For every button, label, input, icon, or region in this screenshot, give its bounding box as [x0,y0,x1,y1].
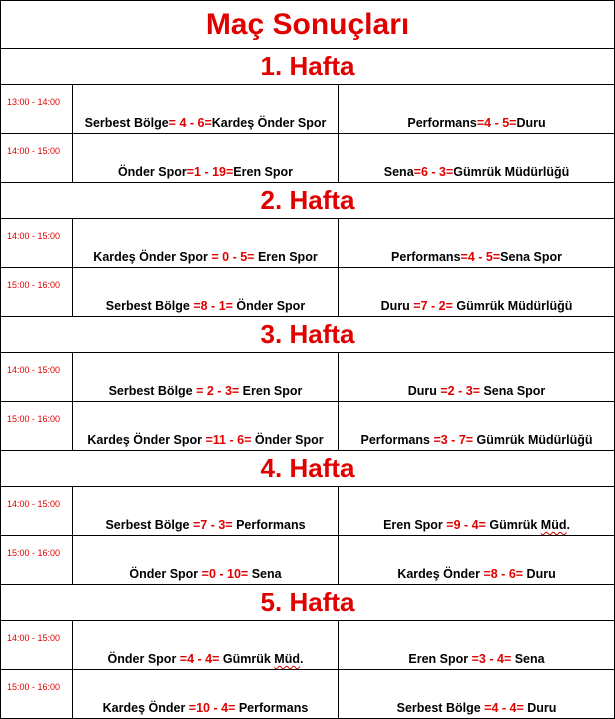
match-right [339,670,615,719]
away-team: Gümrük Müdürlüğü [453,165,570,179]
away-team: Gümrük Müd. [222,652,304,666]
match-row [1,536,615,585]
home-team: Önder Spor [117,165,187,179]
match-score: = 0 - 5= [207,250,258,264]
home-team: Önder Spor [129,567,199,581]
match-right [339,621,615,670]
away-team: Duru [516,116,546,130]
home-team: Kardeş Önder Spor [87,433,203,447]
away-team: Performans [238,701,309,715]
home-team: Duru [380,299,410,313]
home-team: Kardeş Önder [397,567,480,581]
time-slot: 15:00 - 16:00 [1,536,73,585]
match-left [73,621,339,670]
time-slot: 15:00 - 16:00 [1,670,73,719]
match-row [1,268,615,317]
match-score: =7 - 3= [189,518,237,532]
match-score: =9 - 4= [442,518,490,532]
time-slot: 14:00 - 15:00 [1,134,73,183]
match-score: =0 - 10= [198,567,252,581]
away-team: Önder Spor [236,299,306,313]
match-left [73,402,339,451]
match-right [339,85,615,134]
match-score: =8 - 6= [479,567,527,581]
match-score: =10 - 4= [185,701,239,715]
week-header-row [1,183,615,219]
home-team: Kardeş Önder [102,701,186,715]
match-score: =7 - 2= [409,299,457,313]
page-title: Maç Sonuçları [1,1,615,49]
match-left [73,219,339,268]
match-row [1,219,615,268]
away-team: Sena Spor [500,250,562,264]
match-left [73,134,339,183]
home-team: Sena [383,165,414,179]
match-score: = 2 - 3= [192,384,243,398]
time-slot: 14:00 - 15:00 [1,353,73,402]
match-right [339,536,615,585]
match-row [1,487,615,536]
week-title: 2. Hafta [1,183,615,219]
away-team: Kardeş Önder Spor [211,116,327,130]
match-left [73,536,339,585]
match-score: =8 - 1= [189,299,237,313]
match-left [73,85,339,134]
time-slot: 15:00 - 16:00 [1,268,73,317]
home-team: Performans [360,433,430,447]
away-team: Gümrük Müdürlüğü [456,299,573,313]
match-right [339,353,615,402]
match-score: =4 - 4= [480,701,528,715]
home-team: Serbest Bölge [105,299,190,313]
match-right [339,134,615,183]
home-team: Duru [407,384,437,398]
match-row [1,402,615,451]
week-header-row [1,317,615,353]
match-right [339,268,615,317]
match-score: =3 - 4= [468,652,515,666]
home-team: Önder Spor [107,652,177,666]
away-team: Performans [236,518,306,532]
away-team: Duru [527,701,557,715]
match-score: =11 - 6= [202,433,255,447]
time-slot: 14:00 - 15:00 [1,487,73,536]
time-slot: 13:00 - 14:00 [1,85,73,134]
match-score: = 4 - 6= [168,116,212,130]
home-team: Serbest Bölge [396,701,481,715]
time-slot: 15:00 - 16:00 [1,402,73,451]
match-score: =4 - 5= [460,250,501,264]
week-header-row [1,49,615,85]
match-score: =2 - 3= [436,384,484,398]
home-team: Eren Spor [408,652,469,666]
match-score: =6 - 3= [413,165,454,179]
match-row [1,353,615,402]
away-team: Önder Spor [254,433,324,447]
match-left [73,487,339,536]
match-right [339,219,615,268]
home-team: Kardeş Önder Spor [93,250,208,264]
week-title: 1. Hafta [1,49,615,85]
match-row [1,670,615,719]
away-team: Duru [526,567,556,581]
week-title: 3. Hafta [1,317,615,353]
match-left [73,670,339,719]
home-team: Serbest Bölge [105,518,190,532]
match-row [1,85,615,134]
week-header-row [1,451,615,487]
home-team: Performans [407,116,477,130]
away-team: Sena Spor [483,384,546,398]
home-team: Serbest Bölge [108,384,193,398]
home-team: Performans [391,250,461,264]
week-header-row [1,585,615,621]
match-score: =4 - 4= [176,652,223,666]
away-team: Eren Spor [242,384,303,398]
title-row [1,1,615,49]
time-slot: 14:00 - 15:00 [1,621,73,670]
away-team: Eren Spor [233,165,294,179]
week-title: 4. Hafta [1,451,615,487]
match-row [1,134,615,183]
match-left [73,268,339,317]
away-team: Eren Spor [257,250,318,264]
match-score: =1 - 19= [186,165,234,179]
match-score: =4 - 5= [476,116,517,130]
away-team: Gümrük Müd. [489,518,570,532]
match-right [339,487,615,536]
week-title: 5. Hafta [1,585,615,621]
away-team: Sena [251,567,282,581]
match-left [73,353,339,402]
time-slot: 14:00 - 15:00 [1,219,73,268]
match-right [339,402,615,451]
home-team: Eren Spor [383,518,443,532]
match-row [1,621,615,670]
home-team: Serbest Bölge [84,116,169,130]
match-score: =3 - 7= [429,433,477,447]
away-team: Sena [514,652,545,666]
away-team: Gümrük Müdürlüğü [476,433,593,447]
